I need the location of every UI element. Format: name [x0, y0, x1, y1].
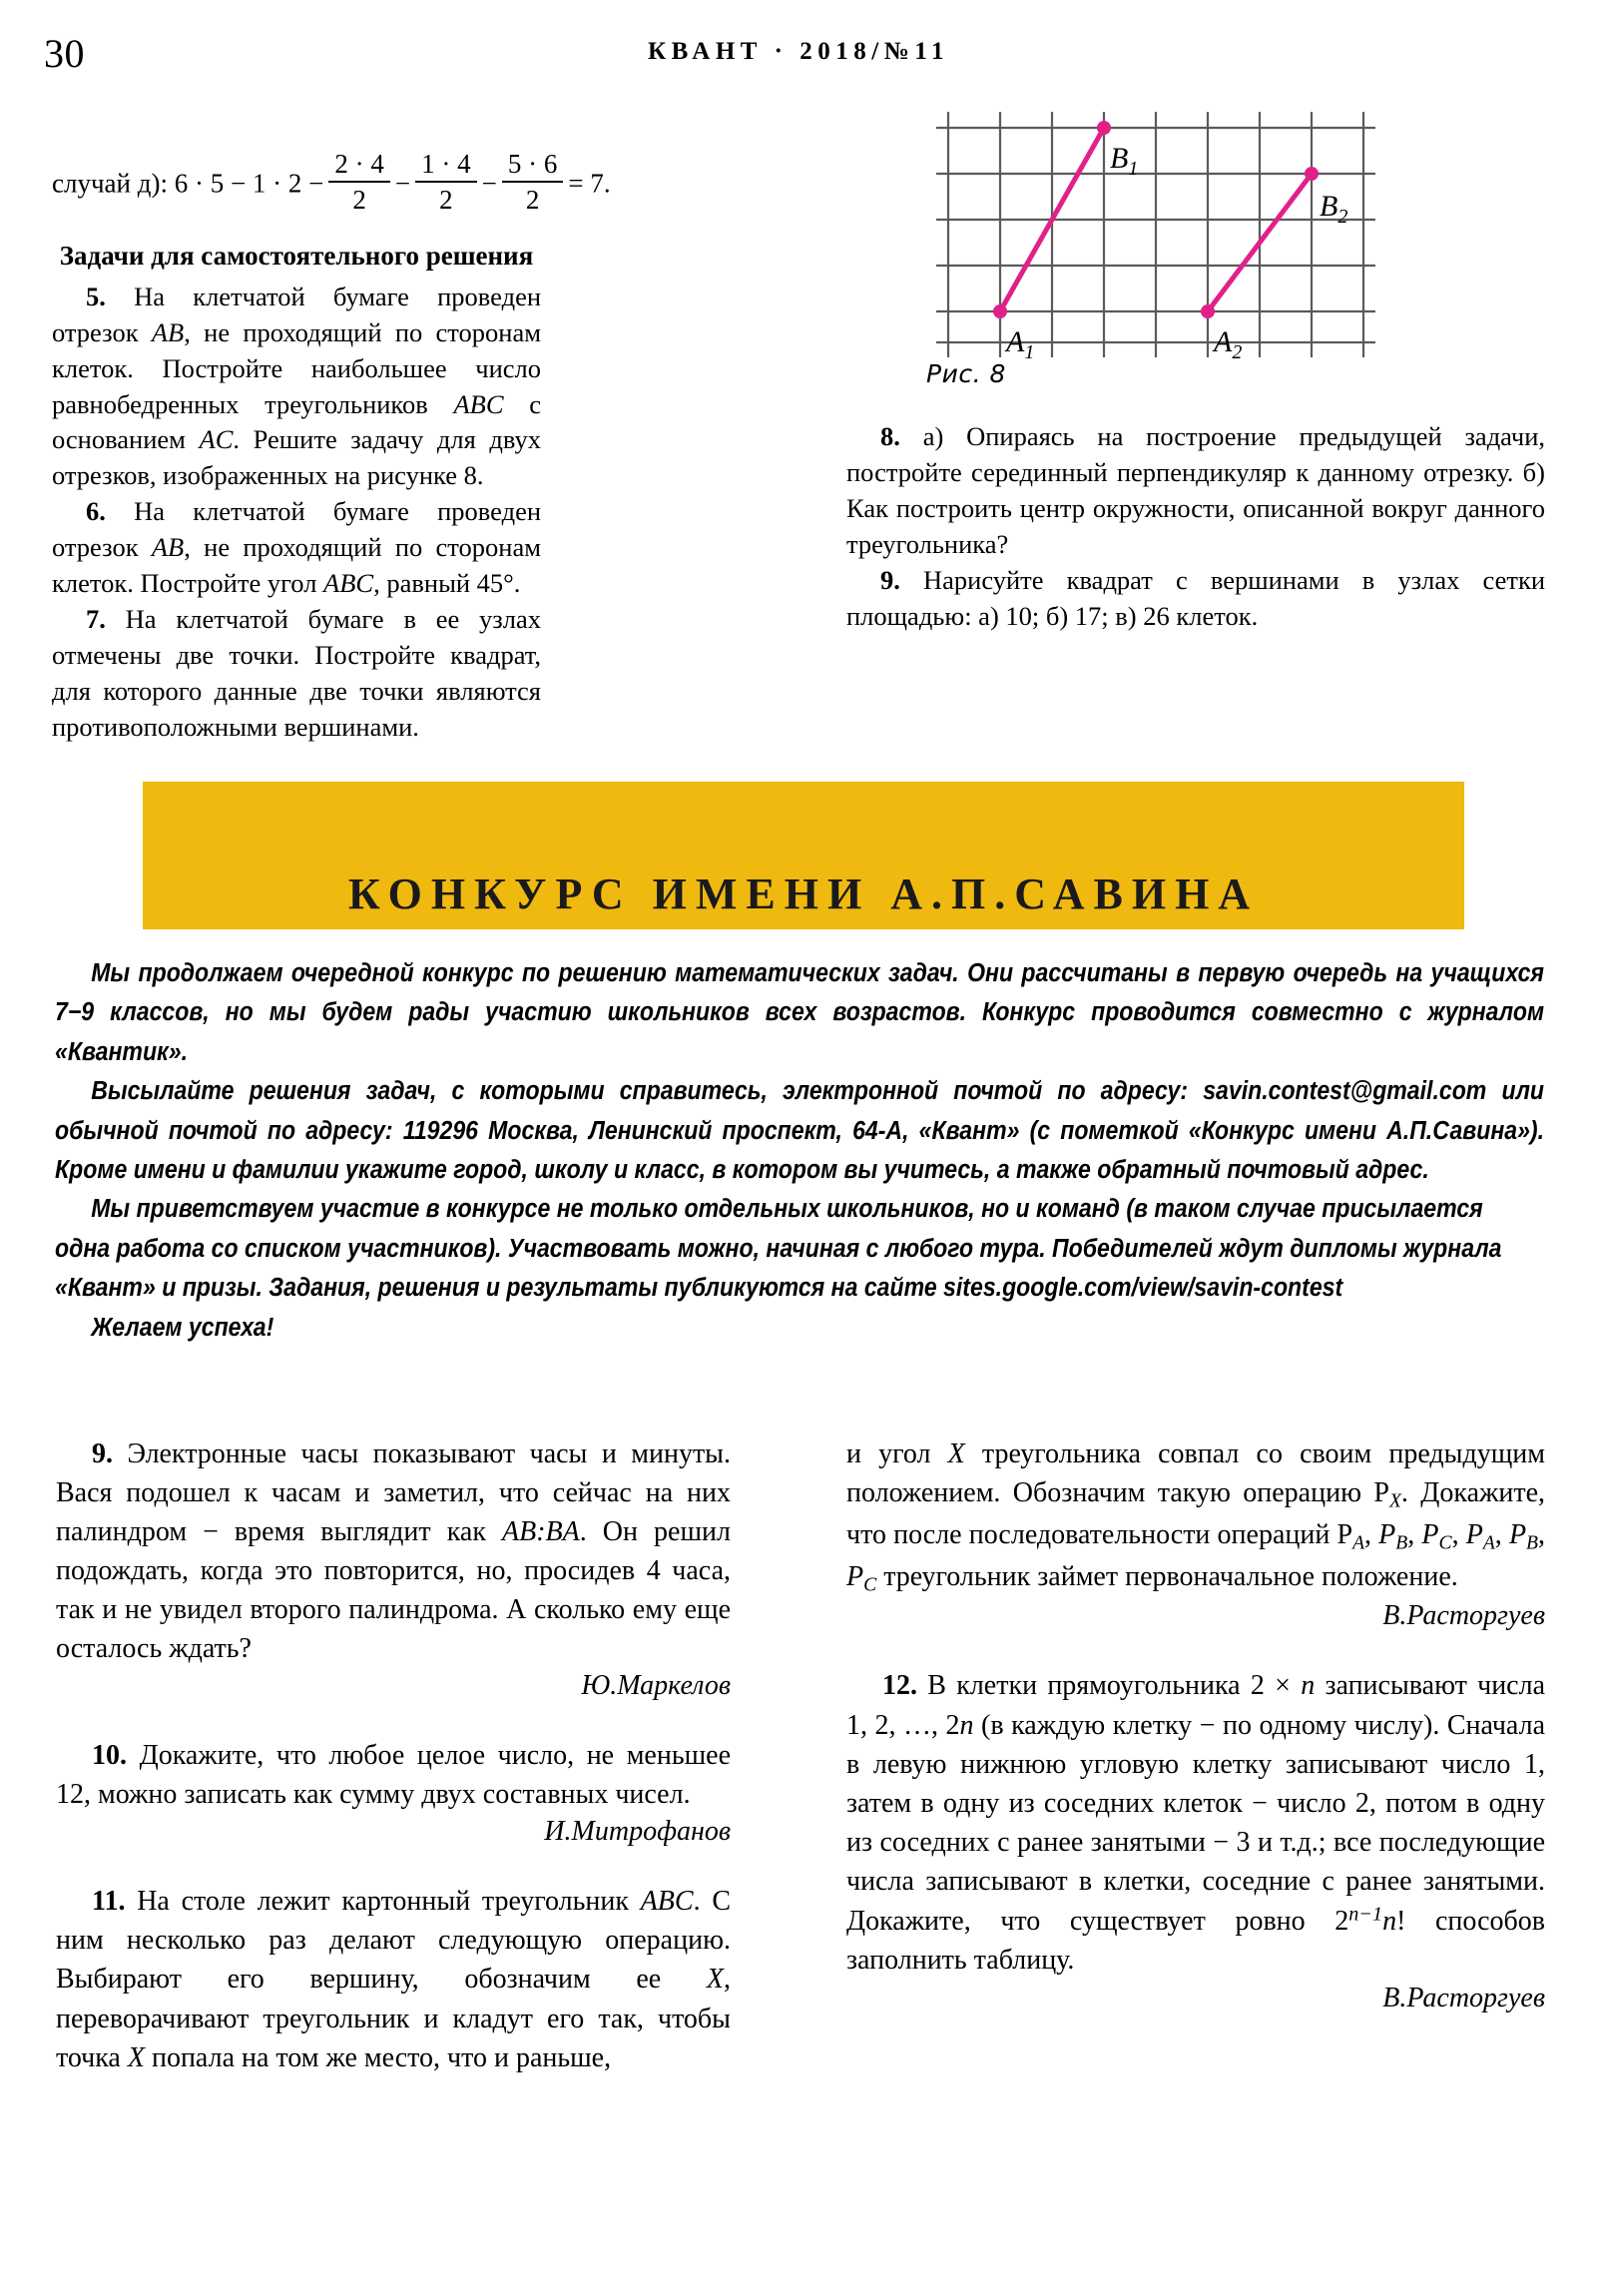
contest-intro-block: [55, 954, 1544, 1348]
problem-7-number: 7.: [86, 603, 106, 634]
operation-subscript-x: X: [1388, 1490, 1401, 1512]
contest-problem-10-text: Докажите, что любое целое число, не меньшее 12, можно записать как сумму двух составных чисел.: [56, 1740, 732, 1811]
equation-minus-1: −: [394, 168, 411, 199]
problem-5-text: На клетчатой бумаге проведен отрезок AB, не проходящий по сторонам клеток. Постройте наибольшее число равнобедренных треугольников ABC с основанием AC. Решите задачу для двух отрезков, изображенных на рисунке 8.: [52, 281, 542, 491]
contest-problem-11: [56, 1882, 731, 2076]
contest-problem-11-continuation: и угол X треугольника совпал со своим предыдущим положением. Обозначим такую операцию $P_X$. Докажите, что после последовательности операций $P_A$, $P_B$, $P_C$, $P_A$, $P_B$, $P_C$ треугольник займет первоначальное положение.: [846, 1438, 1546, 1596]
problem-5-number: 5.: [86, 281, 106, 311]
section-title: Задачи для самостоятельного решения: [59, 240, 534, 271]
contest-problem-9: [56, 1435, 731, 1668]
intro-paragraph-2: Высылайте решения задач, с которыми справитесь, электронной почтой по адресу: savin.contest@gmail.com или обычной почтой по адресу: 119296 Москва, Ленинский проспект, 64-А, «Квант» (с пометкой «Конкурс имени А.П.Савина»). Кроме имени и фамилии укажите город, школу и класс, в котором вы учитесь, а также обратный почтовый адрес.: [55, 1077, 1545, 1184]
problem-9-geometry-text: Нарисуйте квадрат с вершинами в узлах сетки площадью: а) 10; б) 17; в) 26 клеток.: [846, 564, 1545, 631]
spacer: [846, 1632, 1545, 1666]
contest-problem-11-cont-pre: и угол X треугольника совпал со своим предыдущим положением. Обозначим такую операцию P: [846, 1438, 1545, 1509]
contest-problem-11-cont-mid: . Докажите, что после последовательности операций P: [846, 1477, 1545, 1550]
display-equation: [52, 148, 611, 217]
savin-contest-banner: [143, 782, 1464, 929]
problem-6-number: 6.: [86, 496, 106, 527]
contest-problem-10-number: 10.: [92, 1740, 127, 1772]
equation-prefix: случай д): 6 · 5 − 1 · 2 −: [52, 168, 324, 199]
operation-subscript-b1: B: [1395, 1532, 1408, 1554]
spacer: [56, 1848, 731, 1882]
contest-problem-11-cont-post: треугольник займет первоначальное положение.: [876, 1560, 1458, 1592]
problem-8: [846, 419, 1545, 563]
contest-problem-12-text: В клетки прямоугольника 2 × n записывают числа 1, 2, …, 2n (в каждую клетку − по одному числу). Сначала в левую нижнюю угловую клетку записывают число 1, затем в одну из соседних клеток − число 2, потом в одну из соседних с ранее занятыми − 3 и т.д.; все последующие числа записывают в клетки, соседние с ранее занятыми. Докажите, что существует ровно $2^{n-1}n$! способов заполнить таблицу.: [846, 1670, 1546, 1977]
contest-problem-11-author: В.Расторгуев: [1382, 1600, 1545, 1632]
label-a2: $A_2$: [1214, 325, 1243, 363]
operation-subscript-a2: A: [1482, 1532, 1495, 1554]
fraction-1: [328, 148, 390, 217]
problem-8-text: а) Опираясь на построение предыдущей задачи, постройте серединный перпендикуляр к данному отрезку. б) Как построить центр окружности, описанной вокруг данного треугольника?: [846, 421, 1546, 559]
operation-subscript-c1: C: [1438, 1532, 1452, 1554]
upper-left-column: [52, 148, 611, 746]
intro-paragraph-4: Желаем успеха!: [91, 1313, 274, 1342]
fraction-2-numerator: 1 · 4: [421, 149, 471, 179]
fraction-1-denominator: 2: [352, 185, 366, 216]
fraction-1-numerator: 2 · 4: [334, 149, 384, 179]
intro-paragraph-1: Мы продолжаем очередной конкурс по решению математических задач. Они рассчитаны в первую очередь на учащихся 7−9 классов, но мы будем рады участию школьников всех возрастов. Конкурс проводится совместно с журналом «Квантик».: [55, 959, 1545, 1066]
problem-6: [52, 494, 541, 602]
operation-subscript-c2: C: [863, 1574, 877, 1596]
point-b1: [1097, 121, 1111, 135]
problem-7: [52, 602, 541, 746]
contest-problem-11-text: На столе лежит картонный треугольник ABC. С ним несколько раз делают следующую операцию. Выбирают его вершину, обозначим ее X, переворачивают треугольник и кладут его так, чтобы точка X попала на том же место, что и раньше,: [56, 1886, 731, 2073]
spacer: [56, 1702, 731, 1736]
contest-problem-9-number: 9.: [92, 1438, 113, 1469]
problem-6-text: На клетчатой бумаге проведен отрезок AB, не проходящий по сторонам клеток. Постройте угол ABC, равный 45°.: [52, 496, 542, 599]
operation-subscript-a1: A: [1352, 1532, 1365, 1554]
fraction-3-denominator: 2: [525, 185, 540, 216]
savin-contest-banner-title: КОНКУРС ИМЕНИ А.П.САВИНА: [347, 869, 1260, 918]
contest-problem-12-author: В.Расторгуев: [1382, 1982, 1545, 2013]
point-a2: [1201, 304, 1215, 318]
lower-left-column: [56, 1435, 731, 2077]
problem-5: [52, 280, 541, 494]
contest-problem-10: [56, 1736, 731, 1814]
fraction-3-numerator: 5 · 6: [507, 149, 558, 179]
contest-problem-9-text: Электронные часы показывают часы и минуты. Вася подошел к часам и заметил, что сейчас на них палиндром − время выглядит как AB:BA. Он решил подождать, когда это повторится, но, просидев 4 часа, так и не увидел второго палиндрома. А сколько ему еще осталось ждать?: [56, 1438, 731, 1665]
fraction-3: [502, 148, 564, 217]
fraction-2-denominator: 2: [439, 185, 453, 216]
operation-subscript-b2: B: [1526, 1532, 1539, 1554]
grid-vertical-lines: [948, 112, 1363, 357]
label-b1: $B_1$: [1110, 142, 1139, 180]
problem-7-text: На клетчатой бумаге в ее узлах отмечены две точки. Постройте квадрат, для которого данные две точки являются противоположными вершинами.: [52, 603, 542, 742]
contest-problem-10-author: И.Митрофанов: [544, 1816, 731, 1848]
equation-result: = 7.: [568, 168, 611, 199]
point-b2: [1305, 167, 1319, 181]
intro-paragraph-3: Мы приветствуем участие в конкурсе не только отдельных школьников, но и команд (в таком случае присылается одна работа со списком участников). Участвовать можно, начиная с любого тура. Победителей ждут дипломы журнала «Квант» и призы. Задания, решения и результаты публикуются на сайте sites.google.com/view/savin-contest: [55, 1195, 1502, 1303]
problem-9-geometry: [846, 563, 1545, 635]
figure-8-grid-diagram: [928, 100, 1487, 389]
contest-problem-12-number: 12.: [882, 1670, 917, 1702]
label-b2: $B_2$: [1320, 190, 1348, 228]
upper-right-column: [846, 419, 1545, 634]
contest-problem-12: [846, 1666, 1545, 1980]
point-a1: [993, 304, 1007, 318]
problem-8-number: 8.: [880, 421, 900, 451]
label-a1: $A_1$: [1006, 325, 1035, 363]
contest-problem-11-number: 11.: [92, 1886, 126, 1918]
fraction-2: [415, 148, 477, 217]
figure-8-caption: Рис. 8: [926, 359, 1006, 388]
equation-minus-2: −: [481, 168, 497, 199]
page-number: 30: [44, 31, 85, 76]
lower-right-column: [846, 1435, 1545, 2014]
problem-9-geometry-number: 9.: [880, 564, 900, 595]
journal-title-line: КВАНТ · 2018/№11: [648, 38, 949, 65]
contest-problem-9-author: Ю.Маркелов: [581, 1670, 731, 1702]
running-head: [0, 30, 1597, 80]
